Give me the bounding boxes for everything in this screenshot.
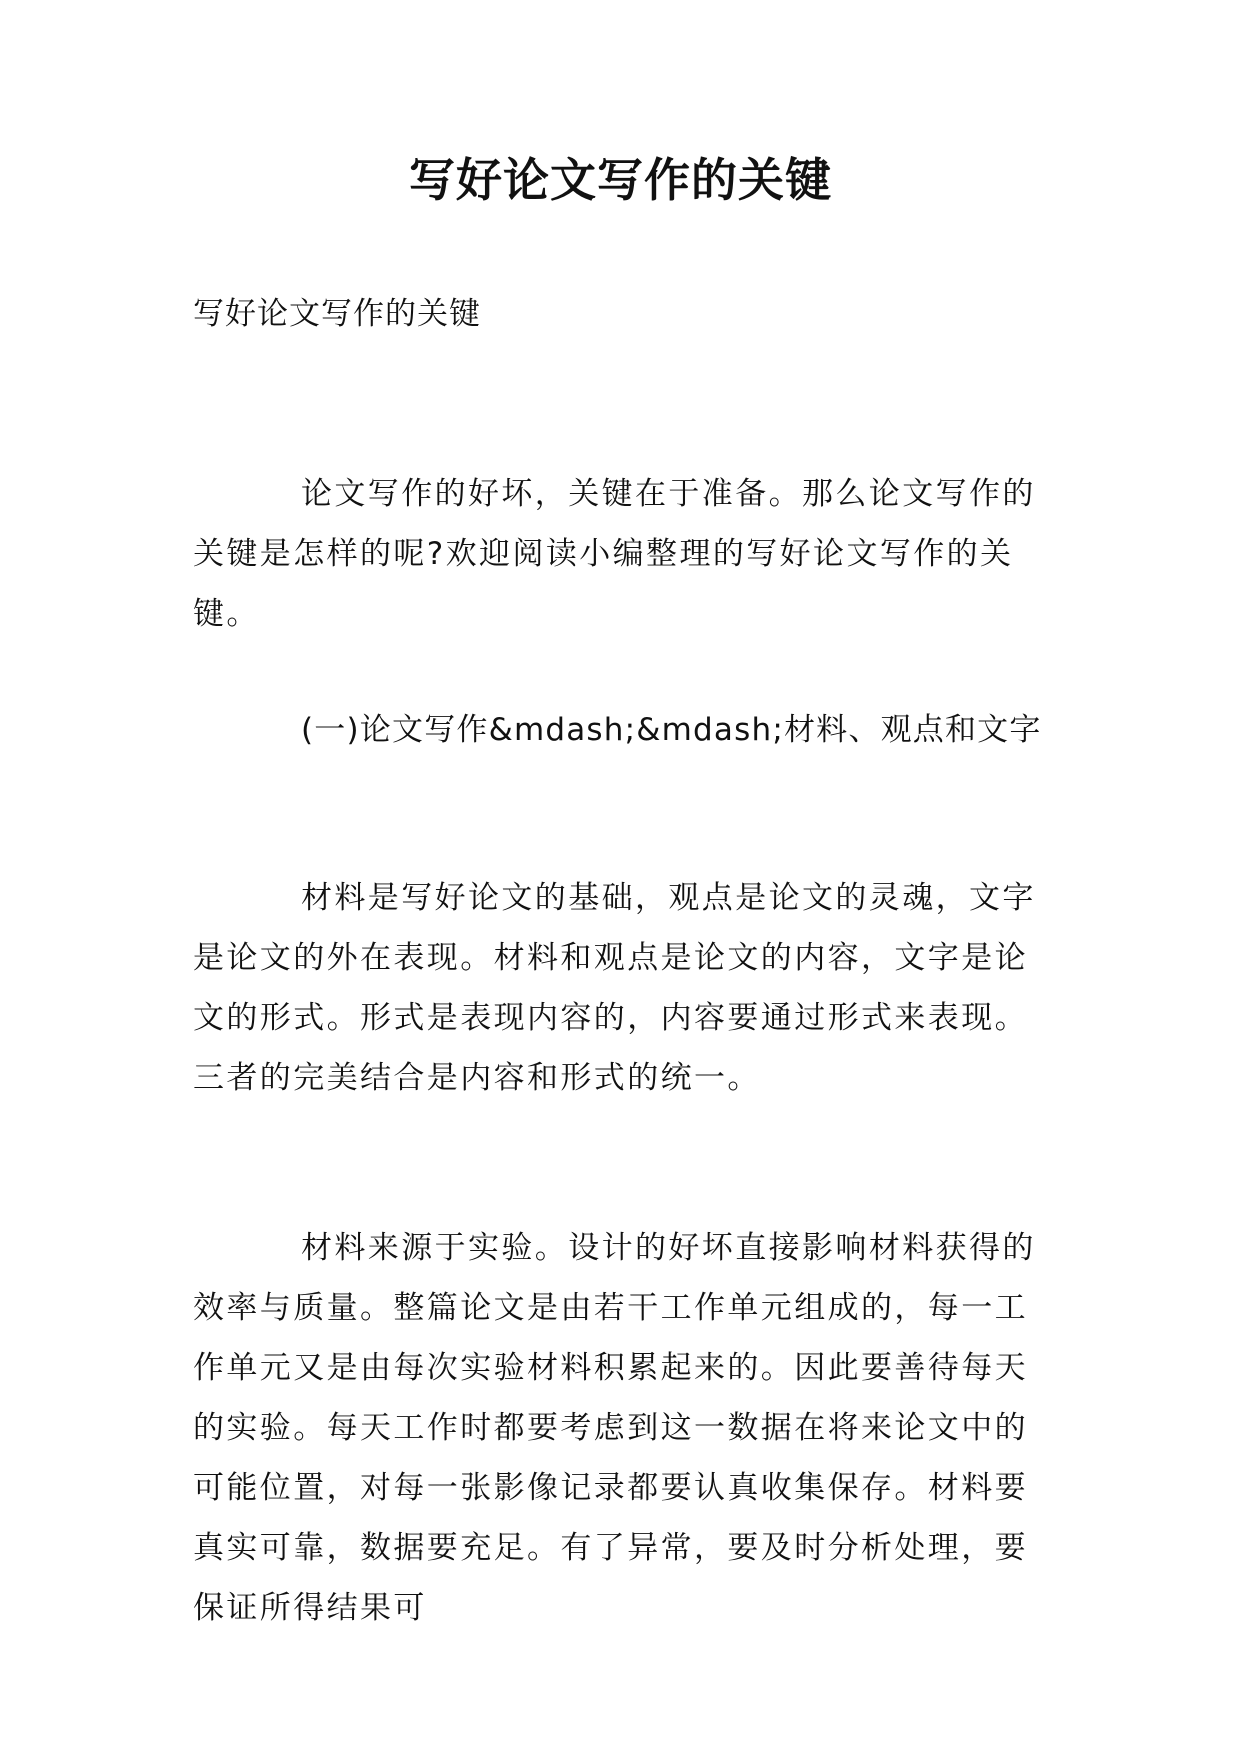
document-subtitle: 写好论文写作的关键 bbox=[193, 296, 481, 332]
document-title: 写好论文写作的关键 bbox=[409, 153, 832, 207]
body-paragraph: 材料来源于实验。设计的好坏直接影响材料获得的效率与质量。整篇论文是由若干工作单元组成的，每一工作单元又是由每次实验材料积累起来的。因此要善待每天的实验。每天工作时都要考虑到这一数据在将来论文中的可能位置，对每一张影像记录都要认真收集保存。材料要真实可靠，数据要充足。有了异常，要及时分析处理，要保证所得结果可 bbox=[193, 1230, 1036, 1626]
intro-paragraph: 论文写作的好坏，关键在于准备。那么论文写作的关键是怎样的呢?欢迎阅读小编整理的写好论文写作的关键。 bbox=[193, 476, 1036, 632]
body-paragraph: 材料是写好论文的基础，观点是论文的灵魂，文字是论文的外在表现。材料和观点是论文的内容，文字是论文的形式。形式是表现内容的，内容要通过形式来表现。三者的完美结合是内容和形式的统一。 bbox=[193, 880, 1036, 1096]
section-heading: (一)论文写作&mdash;&mdash;材料、观点和文字 bbox=[301, 712, 1042, 748]
